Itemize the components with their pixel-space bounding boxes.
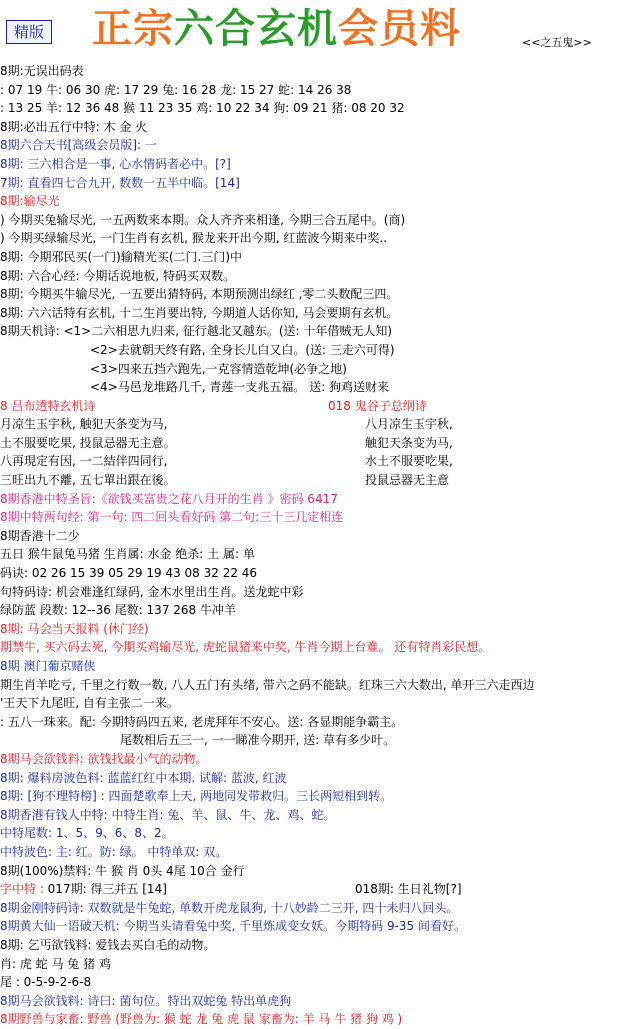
split-line <box>0 415 621 434</box>
text-line: 8期六合天书[高级会员版]: 一 <box>0 138 157 153</box>
text-line: 8期 澳门葡京赌侠 <box>0 659 96 673</box>
text-line: : 07 19 牛: 06 30 虎: 17 29 兔: 16 28 龙: 15 27 蛇: 14 26 38 <box>0 82 352 97</box>
text-line: 肖: 虎 蛇 马 兔 猪 鸡 <box>0 956 111 971</box>
split-right: 八月凉生玉宇秋, <box>365 417 453 432</box>
title-part-4: 会员料 <box>338 6 461 52</box>
split-line <box>0 452 621 471</box>
text-line: <4>马邑龙堆路几千, 青莲一支兆五福。 送: 狗鸡送财来 <box>90 380 390 395</box>
text-line: 8期黄大仙一语破天机: 今期当头请看兔中奖, 千里炼成变女妖。今期特码 9-35 间看好。 <box>0 919 466 934</box>
text-line: 8期: 乞丐欲钱料: 爱钱去买白毛的动物。 <box>0 937 216 952</box>
text-line: 8期:无误出码表 <box>0 64 84 78</box>
text-line: 期生肖羊吃亏, 千里之行数一数, 八人五门有头绪, 带六之码不能缺。红珠三六大数出, 单开三六走西边 <box>0 677 535 692</box>
split-left: 月凉生玉宇秋, 触犯天条变为马, <box>0 417 168 432</box>
split-left: 土不服要吃果, 投鼠忌器无主意。 <box>0 435 176 450</box>
split-heading-right: 018 鬼谷子总纲诗 <box>328 398 427 413</box>
text-line: 8期香港中特圣旨:《欲钱买富贵之花八月开的生肖 》密码 6417 <box>0 491 338 506</box>
text-line: : 五八一珠来。配: 今期特码四五来, 老虎拜年不安心。送: 各显期能争霸主。 <box>0 714 404 729</box>
text-line: 8期马会欲钱料: 诗曰: 菌句位。特出双蛇兔 特出单虎狗 <box>0 993 292 1008</box>
text-line: 8期:必出五行中特: 木 金 火 <box>0 119 148 134</box>
text-line: 8期: [狗不理特榜] : 四面楚歌奉上天, 两地同发带救归。三长两短相到转。 <box>0 789 393 804</box>
text-line: : 13 25 羊: 12 36 48 猴 11 23 35 鸡: 10 22 34 狗: 09 21 猪: 08 20 32 <box>0 101 405 116</box>
text-line: 码诀: 02 26 15 39 05 29 19 43 08 32 22 46 <box>0 566 258 581</box>
title-part-3: 玄机 <box>256 6 338 52</box>
text-line: 中特波色: 主: 红。防: 绿。 中特单双: 双。 <box>0 844 228 859</box>
split-left: 三旺出九不離, 五七單出跟在後。 <box>0 473 176 488</box>
text-line: 8期:输尽光 <box>0 194 60 209</box>
split-line <box>0 434 621 453</box>
text-line: 8期香港十二少 <box>0 528 80 543</box>
text-line: ) 今期买兔输尽光, 一五两数来本期。众人齐齐来相逢, 今期三合五尾中。(商) <box>0 212 406 227</box>
text-line: 8期: 今期邪民买(一门)输精光买(二门.三门)中 <box>0 249 243 264</box>
text-line: 8期: 马会当天报料 (休门经) <box>0 621 149 636</box>
text-line: 尾 : 0-5-9-2-6-8 <box>0 975 92 990</box>
text-line: 8期金刚特码诗: 双数就是牛兔蛇, 单数开虎龙鼠狗, 十八妙龄二三开, 四十未归八回头。 <box>0 900 459 915</box>
split-right: 水土不服要吃果, <box>365 454 453 469</box>
line-right: 018期: 生日礼物[?] <box>355 882 462 897</box>
page-title <box>92 4 461 54</box>
split-line <box>0 471 621 490</box>
header <box>0 0 621 62</box>
line-prefix: 字中特 : <box>0 882 44 897</box>
text-line: 8期: 爆料房波色料: 蓝蓝红红中本期. 试解: 蓝波, 红波 <box>0 770 287 785</box>
text-line: 五日 猴牛鼠兔马猪 生肖属: 水金 绝杀: 土 属: 单 <box>0 547 255 562</box>
text-line: 8期: 六六话特有玄机, 十二生肖要出特, 今期道人话你知, 马会要期有玄机。 <box>0 305 399 320</box>
text-line: 8期天机诗: <1>二六相思九归来, 征行越北又越东。(送: 十年借贼无人知) <box>0 324 393 339</box>
text-line: 句特码诗: 机会难逢红绿码, 金木水里出生肖。送龙蛇中彩 <box>0 584 304 599</box>
title-part-1: 正宗 <box>92 6 174 52</box>
text-line: 8期: 三六相合是一事, 心水情码者必中。[?] <box>0 156 231 171</box>
text-line: 8期香港有钱人中特: 中特生肖: 兔、羊、鼠、牛、龙、鸡、蛇。 <box>0 807 336 822</box>
text-line: 期禁牛, 买六码去死, 今期买鸡输尽光, 虎蛇鼠猪来中奖, 牛肖今期上台难。 还有特肖彩民想。 <box>0 640 491 655</box>
split-left: 八再現定有因, 一二結伴四同行, <box>0 454 168 469</box>
line-rest: 017期: 得三并五 [14] <box>43 882 167 897</box>
text-line: 7期: 直看四七合九开, 数数一五半中临。[14] <box>0 175 240 190</box>
split-heading <box>0 397 621 416</box>
split-right: 触犯天条变为马, <box>365 435 453 450</box>
split-right: 投鼠忌器无主意 <box>365 473 450 488</box>
text-line: 8期(100%)禁料: 牛 猴 肖 0头 4尾 10合 金行 <box>0 863 245 878</box>
text-line: 绿防蓝 段数: 12--36 尾数: 137 268 牛冲羊 <box>0 603 236 618</box>
text-line: '王天下九尾旺, 自有主张二一来。 <box>0 696 179 711</box>
signature: <<之五鬼>> <box>522 36 592 49</box>
content <box>0 62 621 1029</box>
text-line: <2>去就朝天终有路, 全身长儿白又白。(送: 三走六可得) <box>90 342 395 357</box>
text-line: 中特尾数: 1、5、9、6、8、2。 <box>0 826 174 841</box>
text-line: 8期: 今期买牛输尽光, 一五要出猜特码, 本期预测出绿红 ,零二头数配三四。 <box>0 287 399 302</box>
badge: 精版 <box>6 20 52 44</box>
text-line: 8期马会欲钱料: 欲钱找最小气的动物。 <box>0 751 208 766</box>
text-line: 8期中特两句经: 第一句: 四二回头看好码 第二句:三十三几定相连 <box>0 510 344 525</box>
text-line: ) 今期买绿输尽光, 一门生肖有玄机, 猴龙来开出今期, 红蓝波今期来中奖.. <box>0 231 388 246</box>
text-line <box>0 880 621 899</box>
text-line: 8期: 六合心经: 今期话说地板, 特码买双数。 <box>0 268 235 283</box>
text-line: <3>四来五挡六跑先,一克容情造乾坤(必争之地) <box>90 361 347 376</box>
text-line: 8期野兽与家畜: 野兽 (野兽为: 猴 蛇 龙 兔 虎 鼠 家畜为: 羊 马 牛 猪 狗 鸡 ) <box>0 1012 403 1027</box>
title-part-2: 六合 <box>174 6 256 52</box>
text-line: 尾数相后五三一, 一一睇准今期开, 送: 草有多少叶。 <box>120 733 396 748</box>
split-heading-left: 8 吕布透特玄机诗 <box>0 398 96 413</box>
